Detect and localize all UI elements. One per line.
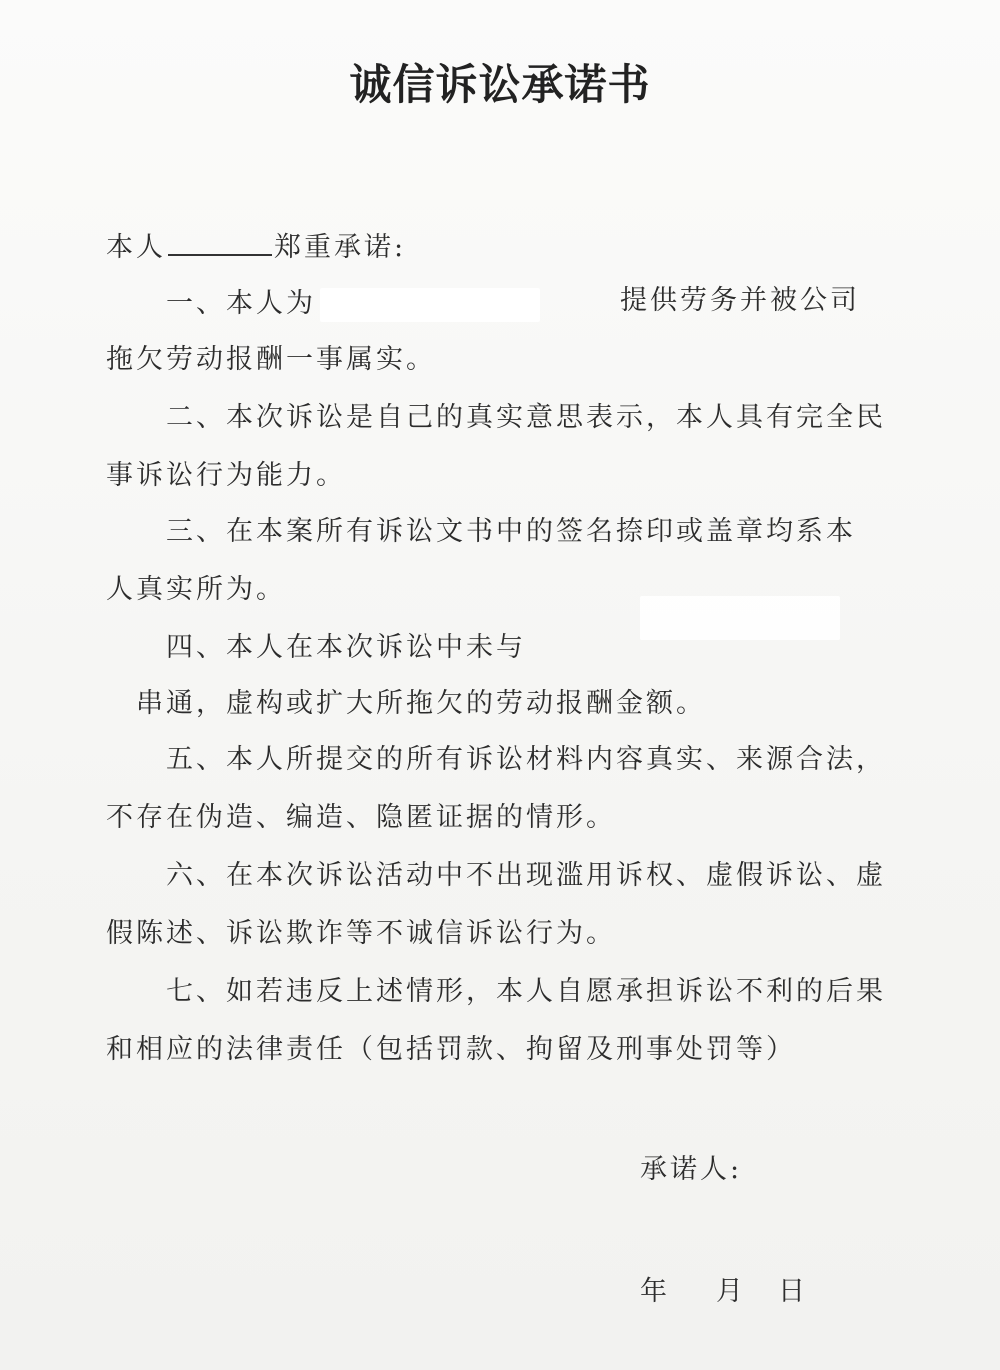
- intro-prefix: 本人: [106, 232, 166, 263]
- item-3-line-2: 人真实所为。: [106, 574, 286, 605]
- signature-label: 承诺人:: [640, 1154, 743, 1185]
- name-blank: [168, 230, 272, 256]
- item-6-line-1: 六、在本次诉讼活动中不出现滥用诉权、虚假诉讼、虚: [166, 860, 886, 891]
- item-4-line-1: 四、本人在本次诉讼中未与: [166, 632, 526, 663]
- item-5-line-2: 不存在伪造、编造、隐匿证据的情形。: [106, 802, 616, 833]
- redacted-area: [640, 596, 840, 640]
- date-year: 年: [640, 1276, 670, 1307]
- document-title: 诚信诉讼承诺书: [349, 60, 651, 109]
- item-2-line-2: 事诉讼行为能力。: [106, 460, 346, 491]
- item-7-line-1: 七、如若违反上述情形，本人自愿承担诉讼不利的后果: [166, 976, 886, 1007]
- item-6-line-2: 假陈述、诉讼欺诈等不诚信诉讼行为。: [106, 918, 616, 949]
- item-2-line-1: 二、本次诉讼是自己的真实意思表示，本人具有完全民: [166, 402, 886, 433]
- item-4-line-2: 串通，虚构或扩大所拖欠的劳动报酬金额。: [136, 688, 706, 719]
- intro-line: [106, 230, 406, 266]
- redacted-area: [320, 288, 540, 322]
- date-month: 月: [716, 1276, 746, 1307]
- date-day: 日: [778, 1276, 808, 1307]
- intro-suffix: 郑重承诺:: [274, 232, 407, 263]
- item-1-line-1-suffix: 提供劳务并被公司: [620, 285, 860, 316]
- item-5-line-1: 五、本人所提交的所有诉讼材料内容真实、来源合法，: [166, 744, 886, 775]
- item-1-line-2: 拖欠劳动报酬一事属实。: [106, 344, 436, 375]
- item-3-line-1: 三、在本案所有诉讼文书中的签名捺印或盖章均系本: [166, 516, 856, 547]
- item-7-line-2: 和相应的法律责任（包括罚款、拘留及刑事处罚等）: [106, 1034, 796, 1065]
- item-1-line-1-prefix: 一、本人为: [166, 288, 316, 319]
